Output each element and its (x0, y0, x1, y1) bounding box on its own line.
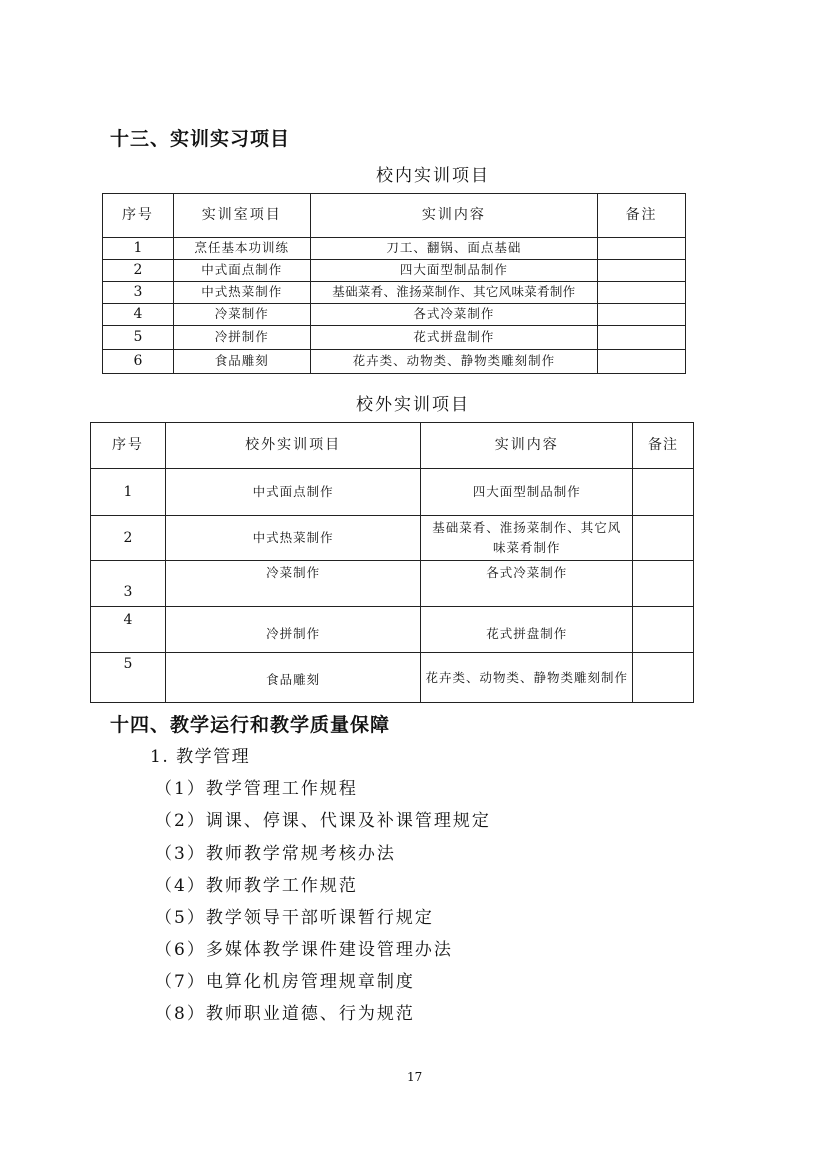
table-row (103, 304, 686, 326)
row-project: 冷菜制作 (173, 304, 310, 326)
row-project: 中式面点制作 (165, 469, 421, 516)
row-remarks (633, 516, 694, 561)
row-project: 中式热菜制作 (165, 516, 421, 561)
list-item: （5）教学领导干部听课暂行规定 (155, 908, 434, 928)
row-no: 4 (103, 304, 174, 326)
row-no: 5 (103, 326, 174, 350)
table-2-caption: 校外实训项目 (356, 395, 470, 415)
row-project: 食品雕刻 (165, 653, 421, 703)
section-14-title: 十四、教学运行和教学质量保障 (110, 714, 391, 736)
row-content: 四大面型制品制作 (310, 260, 597, 282)
header-off-campus-project: 校外实训项目 (165, 423, 421, 469)
list-item: （2）调课、停课、代课及补课管理规定 (155, 811, 491, 831)
list-item: （6）多媒体教学课件建设管理办法 (155, 940, 453, 960)
row-no: 4 (91, 607, 166, 653)
row-content: 四大面型制品制作 (421, 469, 633, 516)
row-content: 花卉类、动物类、静物类雕刻制作 (310, 350, 597, 374)
header-content: 实训内容 (310, 194, 597, 238)
row-project: 烹任基本功训练 (173, 238, 310, 260)
row-project: 冷菜制作 (165, 561, 421, 607)
row-no: 3 (91, 561, 166, 607)
table-row (91, 653, 694, 703)
table-row (91, 516, 694, 561)
table-row (91, 469, 694, 516)
list-item: （8）教师职业道德、行为规范 (155, 1004, 415, 1024)
row-content: 各式冷菜制作 (421, 561, 633, 607)
row-project: 冷拼制作 (173, 326, 310, 350)
row-project: 食品雕刻 (173, 350, 310, 374)
teaching-management-heading: 1. 教学管理 (150, 747, 251, 767)
header-lab-project: 实训室项目 (173, 194, 310, 238)
header-remarks: 备注 (598, 194, 686, 238)
on-campus-training-table (102, 193, 686, 374)
row-remarks (598, 282, 686, 304)
row-no: 5 (91, 653, 166, 703)
list-item: （7）电算化机房管理规章制度 (155, 972, 415, 992)
off-campus-training-table (90, 422, 694, 703)
row-project: 中式热菜制作 (173, 282, 310, 304)
row-remarks (633, 469, 694, 516)
row-remarks (633, 561, 694, 607)
header-no: 序号 (91, 423, 166, 469)
section-13-title: 十三、实训实习项目 (110, 128, 291, 150)
row-content: 各式冷菜制作 (310, 304, 597, 326)
row-no: 1 (103, 238, 174, 260)
row-content: 花式拼盘制作 (310, 326, 597, 350)
row-no: 3 (103, 282, 174, 304)
table-row (103, 260, 686, 282)
row-content: 刀工、翻锅、面点基础 (310, 238, 597, 260)
list-item: （1）教学管理工作规程 (155, 779, 358, 799)
list-item: （4）教师教学工作规范 (155, 876, 358, 896)
header-content: 实训内容 (421, 423, 633, 469)
header-no: 序号 (103, 194, 174, 238)
row-remarks (598, 238, 686, 260)
table-row (91, 561, 694, 607)
row-remarks (598, 326, 686, 350)
list-item: （3）教师教学常规考核办法 (155, 844, 396, 864)
row-no: 2 (103, 260, 174, 282)
row-content: 花式拼盘制作 (421, 607, 633, 653)
row-remarks (598, 260, 686, 282)
row-content: 花卉类、动物类、静物类雕刻制作 (421, 653, 633, 703)
table-row (103, 350, 686, 374)
page-number: 17 (407, 1070, 423, 1084)
row-remarks (633, 653, 694, 703)
row-no: 6 (103, 350, 174, 374)
row-no: 1 (91, 469, 166, 516)
row-remarks (633, 607, 694, 653)
row-project: 中式面点制作 (173, 260, 310, 282)
header-remarks: 备注 (633, 423, 694, 469)
row-content: 基础菜肴、淮扬菜制作、其它风味菜肴制作 (421, 516, 633, 561)
row-remarks (598, 304, 686, 326)
table-row (103, 282, 686, 304)
row-project: 冷拼制作 (165, 607, 421, 653)
row-remarks (598, 350, 686, 374)
table-row (91, 607, 694, 653)
row-no: 2 (91, 516, 166, 561)
table-row (103, 238, 686, 260)
row-content: 基础菜肴、淮扬菜制作、其它风味菜肴制作 (310, 282, 597, 304)
table-1-caption: 校内实训项目 (376, 166, 490, 186)
table-row (103, 326, 686, 350)
